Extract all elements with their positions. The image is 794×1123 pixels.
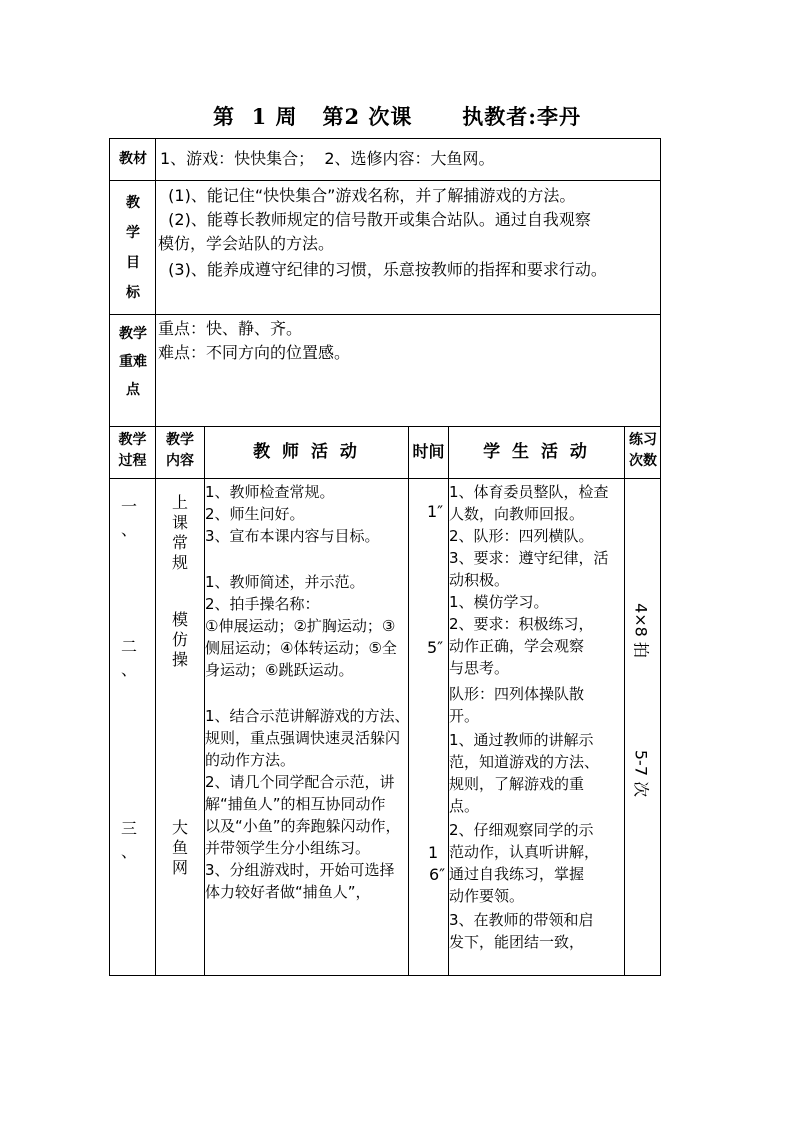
header-line: 过程	[118, 453, 147, 469]
step-time: 6″	[429, 865, 446, 884]
content-char: 课	[171, 513, 188, 532]
objective-line: (1)、能记住“快快集合”游戏名称，并了解捕游戏的方法。	[158, 186, 576, 205]
label-char: 标	[126, 285, 140, 301]
content-char: 规	[171, 553, 188, 572]
step-mark: 、	[121, 842, 138, 861]
student-activity-line: 动作正确，学会观察	[449, 637, 585, 655]
label-char: 目	[126, 255, 140, 271]
header-line: 教学	[166, 432, 194, 448]
student-activity-line: 与思考。	[449, 659, 510, 677]
teacher-activity-line: 侧屈运动；④体转运动；⑤全	[205, 639, 397, 657]
label-line: 点	[126, 382, 140, 398]
row-divider	[109, 180, 661, 181]
col-divider	[624, 426, 625, 976]
teacher-activity-line: 3、宣布本课内容与目标。	[205, 527, 380, 545]
student-activity-line: 范，知道游戏的方法、	[449, 753, 600, 771]
step-content	[169, 818, 191, 878]
label-char: 学	[126, 225, 140, 241]
content-char: 鱼	[171, 838, 188, 857]
student-activity-line: 开。	[449, 707, 480, 725]
step-time: 5″	[427, 638, 444, 657]
header-teacher: 教 师 活 动	[253, 442, 360, 462]
row-divider	[109, 314, 661, 315]
label-char: 教	[126, 195, 140, 211]
student-activity-line: 点。	[449, 797, 480, 815]
material-content: 1、游戏：快快集合； 2、选修内容：大鱼网。	[160, 149, 495, 168]
content-char: 模	[171, 610, 188, 629]
student-activity-line: 2、要求：积极练习，	[449, 615, 594, 633]
teacher-activity-line: 3、分组游戏时，开始可选择	[205, 861, 395, 879]
student-activity-line: 队形：四列体操队散	[449, 685, 585, 703]
student-activity-line: 通过自我练习，掌握	[449, 865, 585, 883]
step-content	[169, 493, 191, 573]
key-point-line: 重点：快、静、齐。	[158, 319, 303, 338]
header-student: 学 生 活 动	[483, 442, 590, 462]
student-activity-line: 1、模仿学习。	[449, 593, 549, 611]
step-number: 三	[121, 819, 138, 838]
content-char: 网	[171, 858, 188, 877]
objective-line: 模仿，学会站队的方法。	[158, 234, 335, 253]
practice-count: 5-7 次	[631, 749, 651, 798]
header-line: 教学	[118, 432, 147, 448]
objective-line: (3)、能养成遵守纪律的习惯，乐意按教师的指挥和要求行动。	[158, 260, 607, 279]
student-activity-line: 人数，向教师回报。	[449, 505, 585, 523]
student-activity-line: 3、在教师的带领和启	[449, 911, 594, 929]
teacher-activity-line: 2、请几个同学配合示范，讲	[205, 773, 395, 791]
teacher-activity-line: 并带领学生分小组练习。	[205, 839, 371, 857]
student-activity-line: 1、体育委员整队，检查	[449, 483, 609, 501]
teacher-activity-line: 2、拍手操名称：	[205, 595, 320, 613]
teacher-activity-line: 身运动；⑥跳跃运动。	[205, 661, 354, 679]
header-line: 练习	[629, 432, 657, 448]
row-divider	[109, 478, 661, 479]
teacher-activity-line: 2、师生问好。	[205, 505, 305, 523]
header-content	[156, 430, 204, 472]
student-activity-line: 发下，能团结一致，	[449, 933, 585, 951]
content-char: 操	[171, 650, 188, 669]
key-points-label	[112, 320, 154, 404]
teacher-activity-line: 以及“小鱼”的奔跑躲闪动作，	[205, 817, 401, 835]
step-content	[169, 610, 191, 670]
col-divider	[155, 138, 156, 976]
student-activity-line: 3、要求：遵守纪律，活	[449, 549, 609, 567]
objective-line: (2)、能尊长教师规定的信号散开或集合站队。通过自我观察	[158, 210, 591, 229]
step-time: 1″	[427, 502, 444, 521]
objectives-label	[112, 188, 154, 308]
header-line: 内容	[166, 453, 194, 469]
teacher-activity-line: 规则，重点强调快速灵活躲闪	[205, 729, 401, 747]
label-line: 教学	[119, 326, 147, 342]
content-char: 仿	[171, 630, 188, 649]
page-title: 第 1 周 第2 次课 执教者:李丹	[212, 104, 582, 129]
key-point-line: 难点：不同方向的位置感。	[158, 343, 351, 362]
label-line: 重难	[119, 354, 147, 370]
header-time: 时间	[412, 442, 445, 461]
content-char: 大	[171, 818, 188, 837]
student-activity-line: 范动作，认真听讲解，	[449, 843, 600, 861]
content-char: 上	[171, 493, 188, 512]
step-number: 二	[121, 637, 138, 656]
teacher-activity-line: 1、教师简述，并示范。	[205, 573, 365, 591]
student-activity-line: 1、通过教师的讲解示	[449, 731, 594, 749]
practice-count: 4×8 拍	[631, 603, 651, 658]
step-mark: 、	[121, 520, 138, 539]
teacher-activity-line: ①伸展运动；②扩胸运动；③	[205, 617, 396, 635]
step-mark: 、	[121, 660, 138, 679]
content-char: 常	[171, 533, 188, 552]
material-label: 教材	[119, 151, 147, 167]
teacher-activity-line: 1、结合示范讲解游戏的方法、	[205, 707, 410, 725]
step-time: 1	[428, 843, 439, 862]
student-activity-line: 规则，了解游戏的重	[449, 775, 585, 793]
student-activity-line: 2、队形：四列横队。	[449, 527, 594, 545]
header-line: 次数	[629, 453, 657, 469]
student-activity-line: 2、仔细观察同学的示	[449, 821, 594, 839]
teacher-activity-line: 的动作方法。	[205, 751, 296, 769]
teacher-activity-line: 1、教师检查常规。	[205, 483, 335, 501]
header-practice	[625, 430, 661, 472]
teacher-activity-line: 解“捕鱼人”的相互协同动作	[205, 795, 386, 813]
student-activity-line: 动作要领。	[449, 887, 525, 905]
row-divider	[109, 426, 661, 427]
student-activity-line: 动积极。	[449, 571, 510, 589]
col-divider	[408, 426, 409, 976]
step-number: 一	[121, 497, 138, 516]
teacher-activity-line: 体力较好者做“捕鱼人”，	[205, 883, 371, 901]
header-process	[110, 430, 155, 472]
